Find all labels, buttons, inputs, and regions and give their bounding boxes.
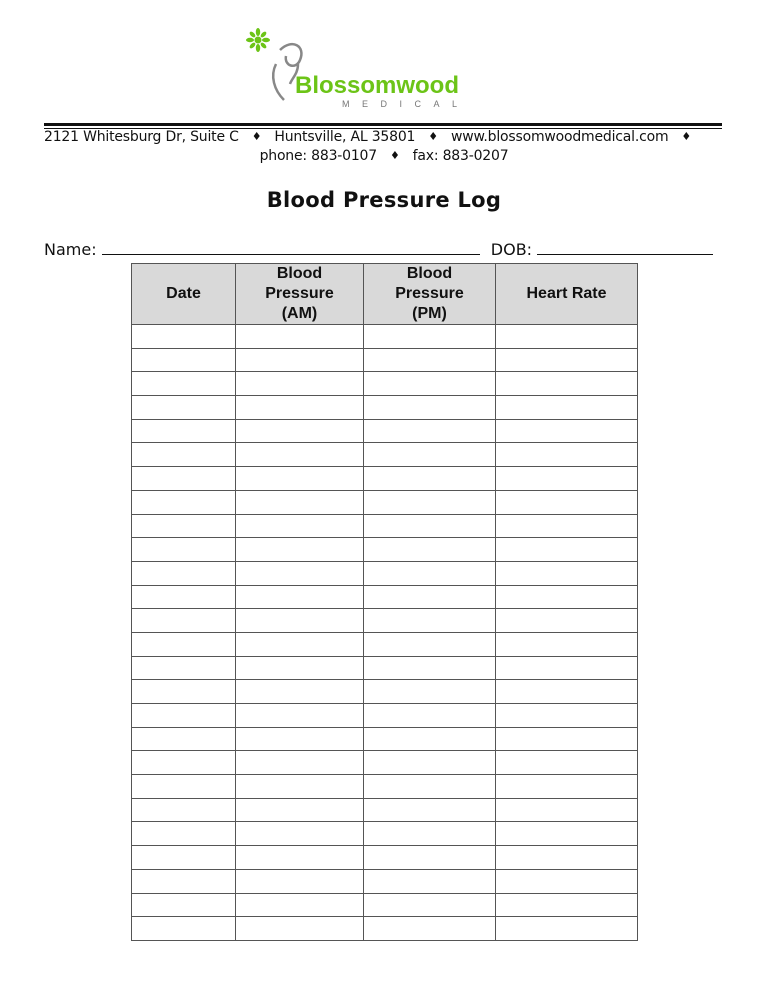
column-header-heart-rate: Heart Rate xyxy=(496,264,638,325)
bp-pm-cell[interactable] xyxy=(364,325,496,349)
bp-pm-cell[interactable] xyxy=(364,490,496,514)
heart-rate-cell[interactable] xyxy=(496,419,638,443)
heart-rate-cell[interactable] xyxy=(496,396,638,420)
table-row xyxy=(132,561,638,585)
diamond-separator-icon: ♦ xyxy=(389,149,400,162)
bp-am-cell[interactable] xyxy=(236,514,364,538)
table-row xyxy=(132,585,638,609)
heart-rate-cell[interactable] xyxy=(496,798,638,822)
date-cell[interactable] xyxy=(132,798,236,822)
date-cell[interactable] xyxy=(132,325,236,349)
heart-rate-cell[interactable] xyxy=(496,704,638,728)
address-line xyxy=(44,129,722,145)
bp-am-cell[interactable] xyxy=(236,798,364,822)
bp-am-cell[interactable] xyxy=(236,846,364,870)
bp-pm-cell[interactable] xyxy=(364,443,496,467)
table-row xyxy=(132,656,638,680)
bp-pm-cell[interactable] xyxy=(364,680,496,704)
blood-pressure-table xyxy=(131,263,638,941)
dob-label: DOB: xyxy=(490,240,533,259)
heart-rate-cell[interactable] xyxy=(496,917,638,941)
table-row xyxy=(132,419,638,443)
table-row xyxy=(132,775,638,799)
table-row xyxy=(132,514,638,538)
table-row xyxy=(132,467,638,491)
date-cell[interactable] xyxy=(132,372,236,396)
bp-am-cell[interactable] xyxy=(236,751,364,775)
bp-pm-cell[interactable] xyxy=(364,727,496,751)
column-header-bp-am-label: Blood Pressure (AM) xyxy=(265,265,334,322)
heart-rate-cell[interactable] xyxy=(496,656,638,680)
table-row xyxy=(132,869,638,893)
bp-pm-cell[interactable] xyxy=(364,585,496,609)
heart-rate-cell[interactable] xyxy=(496,514,638,538)
heart-rate-cell[interactable] xyxy=(496,609,638,633)
heart-rate-cell[interactable] xyxy=(496,372,638,396)
bp-pm-cell[interactable] xyxy=(364,632,496,656)
website: www.blossomwoodmedical.com xyxy=(450,129,669,145)
table-row xyxy=(132,396,638,420)
fax: fax: 883-0207 xyxy=(412,148,509,164)
heart-rate-cell[interactable] xyxy=(496,443,638,467)
diamond-separator-icon: ♦ xyxy=(681,130,692,143)
date-cell[interactable] xyxy=(132,632,236,656)
diamond-separator-icon: ♦ xyxy=(428,130,438,143)
table-row xyxy=(132,538,638,562)
date-cell[interactable] xyxy=(132,348,236,372)
bp-am-cell[interactable] xyxy=(236,822,364,846)
table-row xyxy=(132,348,638,372)
bp-am-cell[interactable] xyxy=(236,917,364,941)
table-row xyxy=(132,893,638,917)
bp-pm-cell[interactable] xyxy=(364,846,496,870)
date-cell[interactable] xyxy=(132,893,236,917)
table-row xyxy=(132,443,638,467)
bp-am-cell[interactable] xyxy=(236,680,364,704)
date-cell[interactable] xyxy=(132,775,236,799)
contact-line xyxy=(0,148,768,164)
bp-am-cell[interactable] xyxy=(236,348,364,372)
heart-rate-cell[interactable] xyxy=(496,775,638,799)
bp-am-cell[interactable] xyxy=(236,704,364,728)
bp-pm-cell[interactable] xyxy=(364,822,496,846)
bp-pm-cell[interactable] xyxy=(364,704,496,728)
date-cell[interactable] xyxy=(132,704,236,728)
column-header-bp-pm xyxy=(364,264,496,325)
table-row xyxy=(132,822,638,846)
city-state-zip: Huntsville, AL 35801 xyxy=(274,129,416,145)
bp-am-cell[interactable] xyxy=(236,893,364,917)
bp-am-cell[interactable] xyxy=(236,869,364,893)
bp-pm-cell[interactable] xyxy=(364,538,496,562)
header-rule-thick xyxy=(44,123,722,126)
bp-am-cell[interactable] xyxy=(236,396,364,420)
bp-am-cell[interactable] xyxy=(236,372,364,396)
bp-pm-cell[interactable] xyxy=(364,514,496,538)
heart-rate-cell[interactable] xyxy=(496,893,638,917)
date-cell[interactable] xyxy=(132,609,236,633)
name-label: Name: xyxy=(44,240,97,259)
page-title: Blood Pressure Log xyxy=(266,188,502,212)
heart-rate-cell[interactable] xyxy=(496,348,638,372)
street-address: 2121 Whitesburg Dr, Suite C xyxy=(44,129,239,145)
date-cell[interactable] xyxy=(132,419,236,443)
bp-am-cell[interactable] xyxy=(236,325,364,349)
date-cell[interactable] xyxy=(132,561,236,585)
heart-rate-cell[interactable] xyxy=(496,727,638,751)
bp-am-cell[interactable] xyxy=(236,585,364,609)
bp-am-cell[interactable] xyxy=(236,632,364,656)
bp-am-cell[interactable] xyxy=(236,656,364,680)
patient-info-line xyxy=(44,240,713,259)
bp-am-cell[interactable] xyxy=(236,609,364,633)
heart-rate-cell[interactable] xyxy=(496,467,638,491)
date-cell[interactable] xyxy=(132,538,236,562)
table-row xyxy=(132,325,638,349)
column-header-date: Date xyxy=(132,264,236,325)
date-cell[interactable] xyxy=(132,846,236,870)
date-cell[interactable] xyxy=(132,917,236,941)
date-cell[interactable] xyxy=(132,514,236,538)
bp-pm-cell[interactable] xyxy=(364,775,496,799)
table-row xyxy=(132,751,638,775)
bp-am-cell[interactable] xyxy=(236,443,364,467)
bp-am-cell[interactable] xyxy=(236,419,364,443)
brand-name: Blossomwood xyxy=(295,72,460,99)
date-cell[interactable] xyxy=(132,680,236,704)
column-header-bp-pm-label: Blood Pressure (PM) xyxy=(395,265,464,322)
name-field[interactable] xyxy=(102,240,480,255)
heart-rate-cell[interactable] xyxy=(496,490,638,514)
table-row xyxy=(132,846,638,870)
table-row xyxy=(132,680,638,704)
date-cell[interactable] xyxy=(132,869,236,893)
bp-pm-cell[interactable] xyxy=(364,893,496,917)
date-cell[interactable] xyxy=(132,751,236,775)
bp-pm-cell[interactable] xyxy=(364,561,496,585)
bp-pm-cell[interactable] xyxy=(364,372,496,396)
bp-pm-cell[interactable] xyxy=(364,396,496,420)
date-cell[interactable] xyxy=(132,443,236,467)
bp-pm-cell[interactable] xyxy=(364,869,496,893)
bp-am-cell[interactable] xyxy=(236,775,364,799)
table-row xyxy=(132,632,638,656)
table-header-row xyxy=(132,264,638,325)
heart-rate-cell[interactable] xyxy=(496,822,638,846)
table-row xyxy=(132,490,638,514)
heart-rate-cell[interactable] xyxy=(496,632,638,656)
heart-rate-cell[interactable] xyxy=(496,538,638,562)
heart-rate-cell[interactable] xyxy=(496,680,638,704)
date-cell[interactable] xyxy=(132,396,236,420)
bp-pm-cell[interactable] xyxy=(364,751,496,775)
heart-rate-cell[interactable] xyxy=(496,869,638,893)
bp-pm-cell[interactable] xyxy=(364,609,496,633)
table-row xyxy=(132,798,638,822)
heart-rate-cell[interactable] xyxy=(496,846,638,870)
bp-am-cell[interactable] xyxy=(236,538,364,562)
date-cell[interactable] xyxy=(132,467,236,491)
diamond-separator-icon: ♦ xyxy=(251,130,262,143)
heart-rate-cell[interactable] xyxy=(496,561,638,585)
bp-am-cell[interactable] xyxy=(236,727,364,751)
bp-am-cell[interactable] xyxy=(236,467,364,491)
date-cell[interactable] xyxy=(132,656,236,680)
heart-rate-cell[interactable] xyxy=(496,585,638,609)
table-body xyxy=(132,325,638,941)
table-row xyxy=(132,372,638,396)
bp-am-cell[interactable] xyxy=(236,561,364,585)
date-cell[interactable] xyxy=(132,727,236,751)
table-row xyxy=(132,704,638,728)
bp-pm-cell[interactable] xyxy=(364,798,496,822)
date-cell[interactable] xyxy=(132,585,236,609)
bp-am-cell[interactable] xyxy=(236,490,364,514)
phone: phone: 883-0107 xyxy=(259,148,377,164)
heart-rate-cell[interactable] xyxy=(496,325,638,349)
heart-rate-cell[interactable] xyxy=(496,751,638,775)
date-cell[interactable] xyxy=(132,822,236,846)
table-row xyxy=(132,917,638,941)
dob-field[interactable] xyxy=(537,240,713,255)
table-row xyxy=(132,727,638,751)
bp-pm-cell[interactable] xyxy=(364,656,496,680)
column-header-bp-am xyxy=(236,264,364,325)
bp-pm-cell[interactable] xyxy=(364,467,496,491)
bp-pm-cell[interactable] xyxy=(364,348,496,372)
brand-subtitle: MEDICAL xyxy=(342,99,470,109)
bp-pm-cell[interactable] xyxy=(364,917,496,941)
table-row xyxy=(132,609,638,633)
bp-pm-cell[interactable] xyxy=(364,419,496,443)
date-cell[interactable] xyxy=(132,490,236,514)
